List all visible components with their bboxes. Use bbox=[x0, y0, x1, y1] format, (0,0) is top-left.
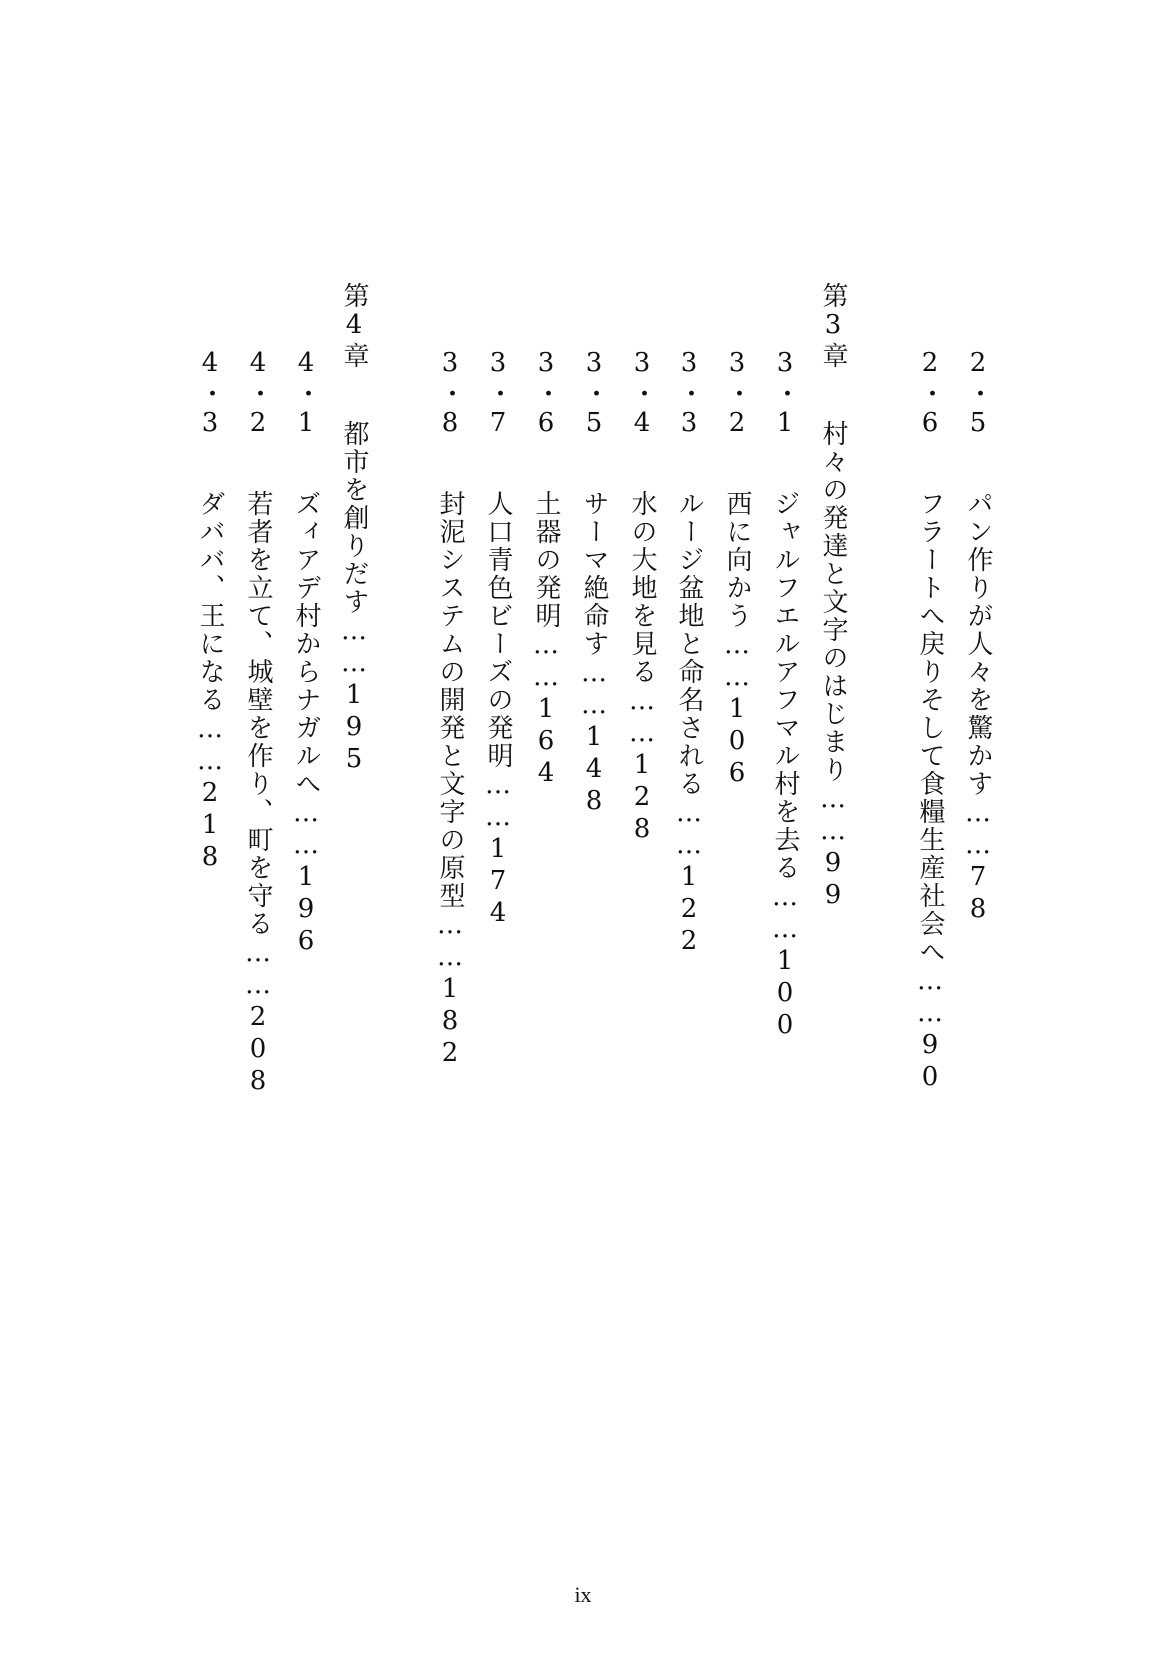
toc-entry bbox=[190, 348, 230, 1348]
section-title: 土器の発明……164 bbox=[531, 490, 561, 790]
toc-entry bbox=[765, 348, 805, 1348]
section-number: 3・6 bbox=[531, 348, 561, 440]
section-title: ジャルフエルアフマル村を去る……100 bbox=[770, 490, 800, 1042]
section-title: 封泥システムの開発と文字の原型……182 bbox=[435, 490, 465, 1070]
section-title: ズィアデ村からナガルへ……196 bbox=[291, 490, 321, 958]
section-title: 西に向かう……106 bbox=[722, 490, 752, 790]
section-title: サーマ絶命す……148 bbox=[579, 490, 609, 818]
page-number: ix bbox=[574, 1582, 592, 1607]
section-title: 人口青色ビーズの発明……174 bbox=[483, 490, 513, 930]
section-number: 3・4 bbox=[627, 348, 657, 440]
section-number: 4・2 bbox=[243, 348, 273, 440]
section-number: 4・3 bbox=[195, 348, 225, 440]
section-title: 若者を立て、城壁を作り、町を守る……208 bbox=[243, 490, 273, 1098]
section-number: 3・2 bbox=[722, 348, 752, 440]
chapter-title: 都市を創りだす……195 bbox=[339, 420, 369, 776]
toc-chapter bbox=[813, 282, 853, 1282]
toc-entry bbox=[958, 348, 998, 1348]
section-number: 3・5 bbox=[579, 348, 609, 440]
toc-entry bbox=[910, 348, 950, 1348]
toc-entry bbox=[286, 348, 326, 1348]
section-title: ルージ盆地と命名される……122 bbox=[674, 490, 704, 958]
section-title: パン作りが人々を驚かす……78 bbox=[963, 490, 993, 926]
toc-entry bbox=[526, 348, 566, 1348]
section-number: 4・1 bbox=[291, 348, 321, 440]
section-number: 2・5 bbox=[963, 348, 993, 440]
section-number: 2・6 bbox=[915, 348, 945, 440]
chapter-title: 村々の発達と文字のはじまり……99 bbox=[818, 420, 848, 912]
toc-entry bbox=[238, 348, 278, 1348]
section-number: 3・8 bbox=[435, 348, 465, 440]
section-title: フラートへ戻りそして食糧生産社会へ……90 bbox=[915, 490, 945, 1094]
toc-entry bbox=[478, 348, 518, 1348]
toc-entry bbox=[574, 348, 614, 1348]
section-number: 3・7 bbox=[483, 348, 513, 440]
section-title: ダババ、王になる……218 bbox=[195, 490, 225, 874]
toc-chapter bbox=[334, 282, 374, 1282]
toc-entry bbox=[717, 348, 757, 1348]
section-title: 水の大地を見る……128 bbox=[627, 490, 657, 846]
section-number: 3・1 bbox=[770, 348, 800, 440]
chapter-label: 第3章 bbox=[818, 282, 848, 370]
toc-entry bbox=[669, 348, 709, 1348]
section-number: 3・3 bbox=[674, 348, 704, 440]
toc-entry bbox=[430, 348, 470, 1348]
chapter-label: 第4章 bbox=[339, 282, 369, 370]
toc-entry bbox=[622, 348, 662, 1348]
